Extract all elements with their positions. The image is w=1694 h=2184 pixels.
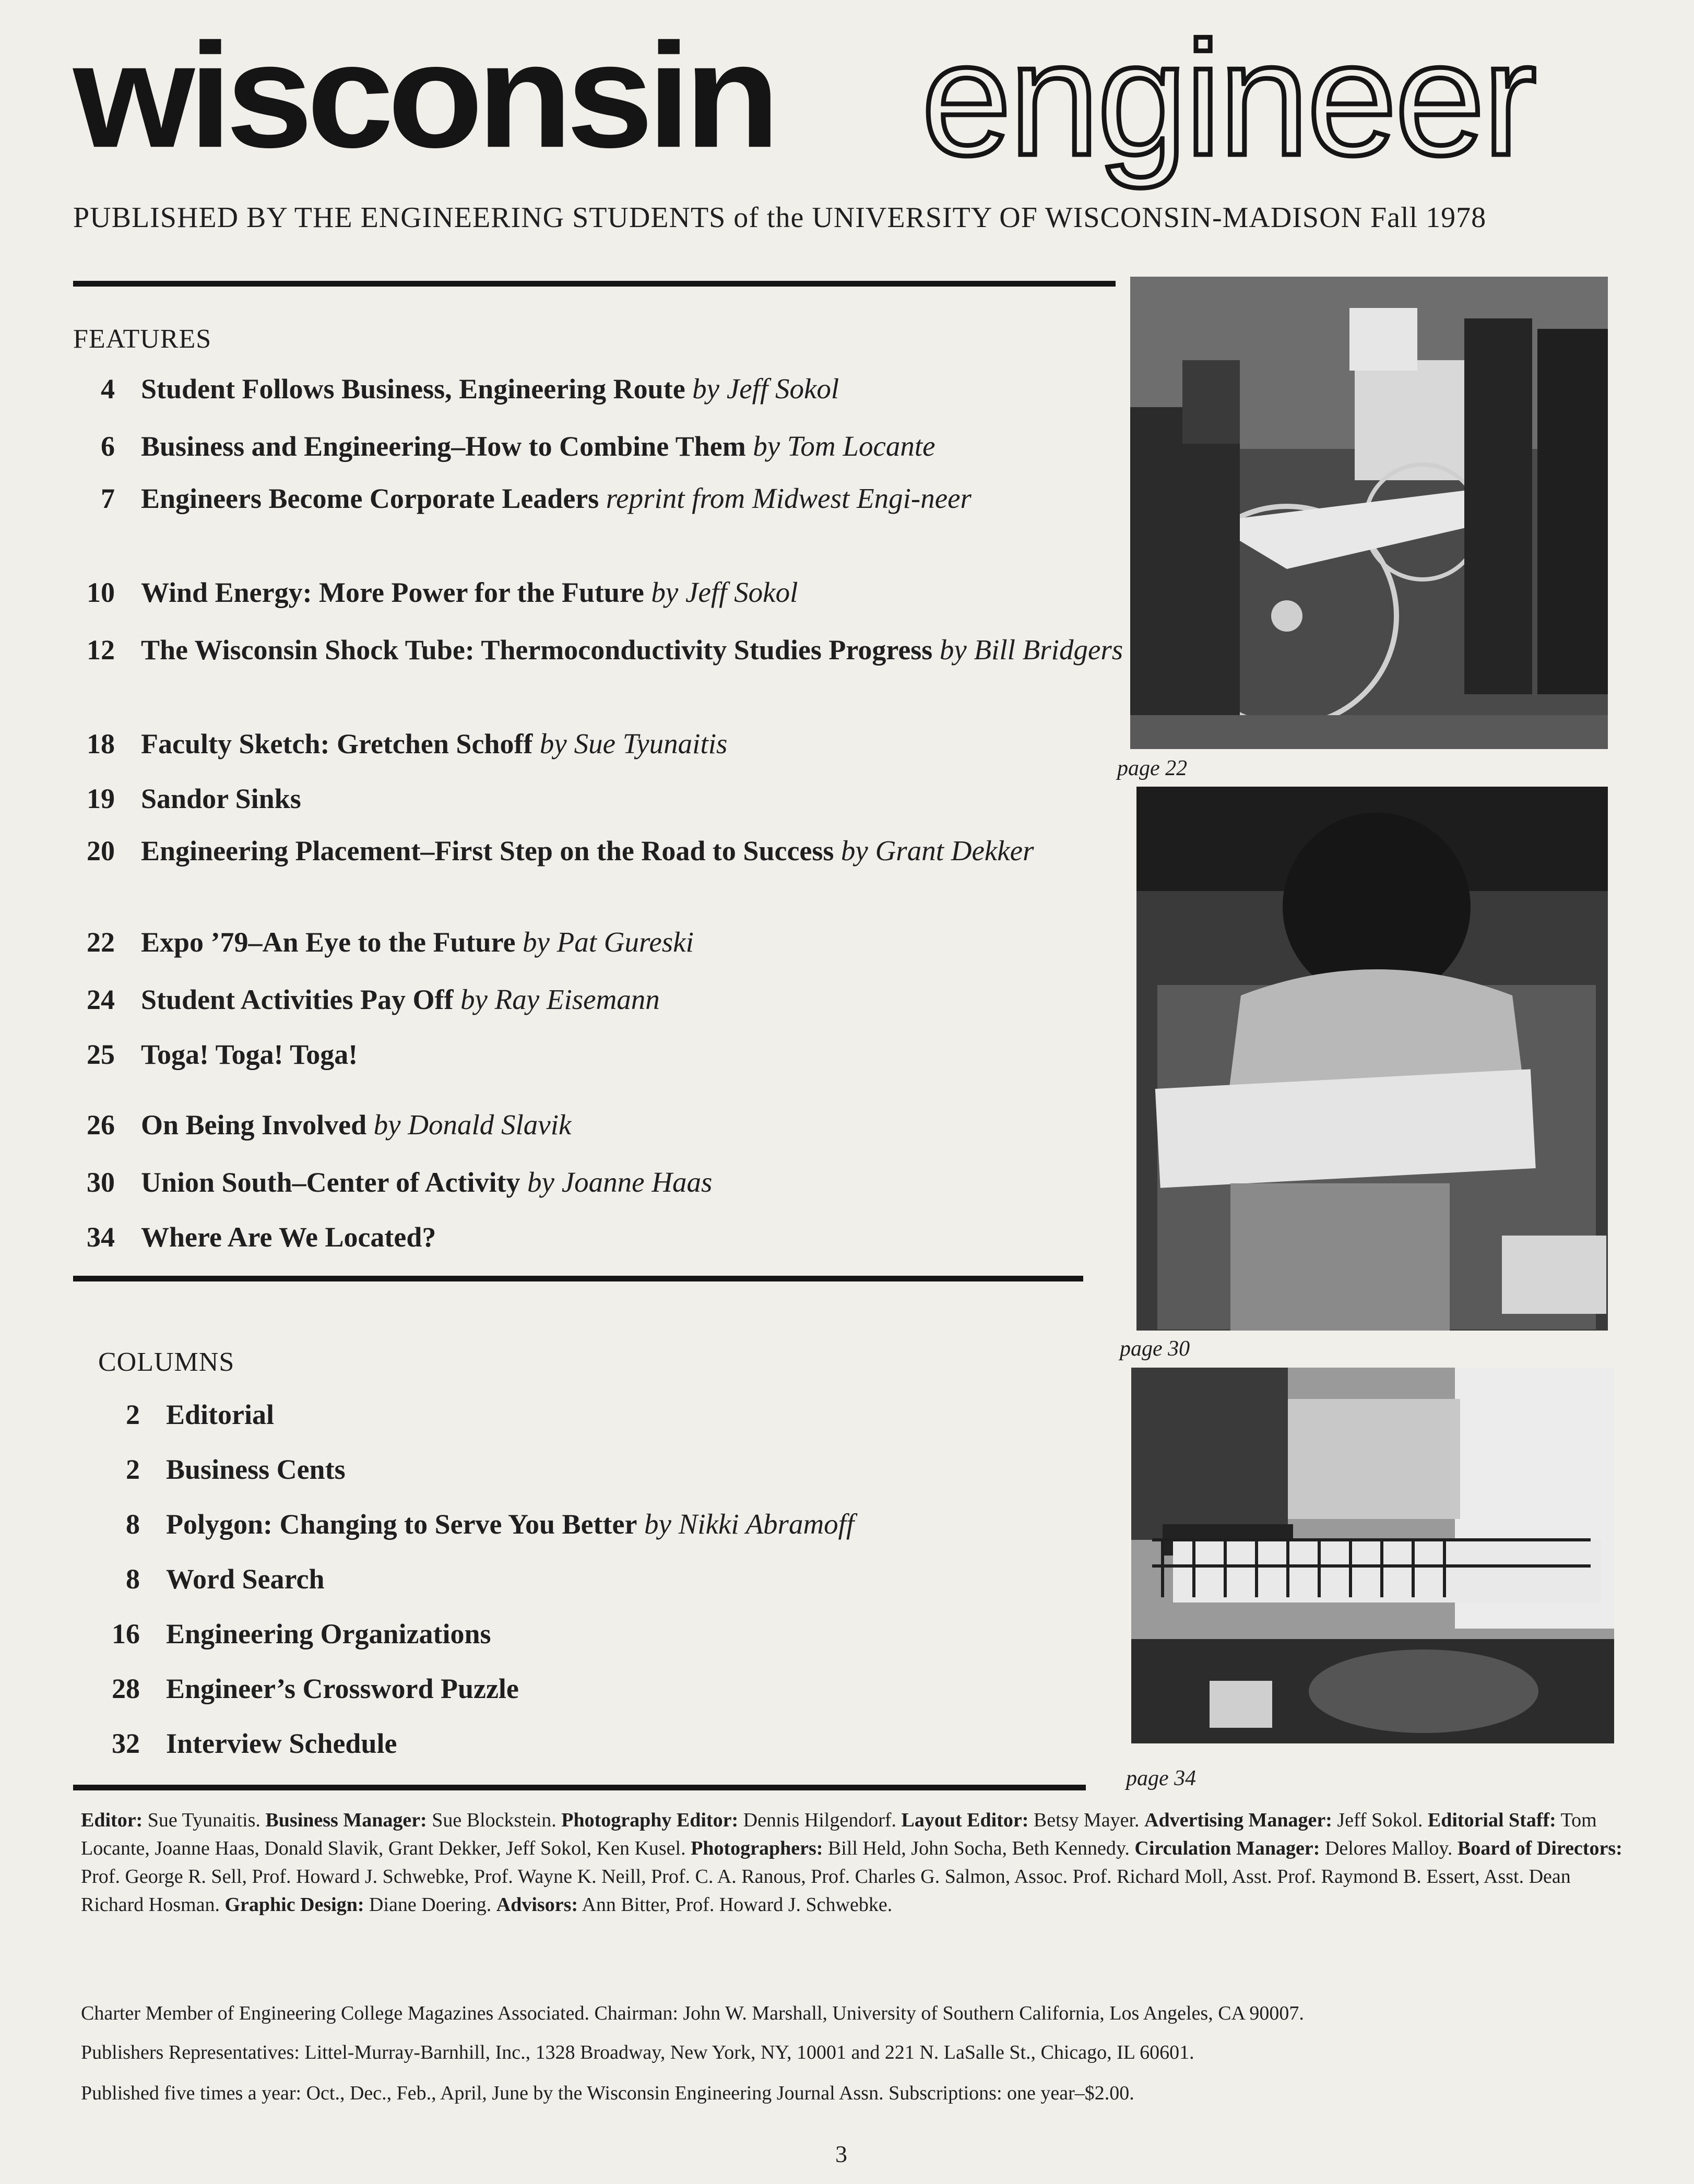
publishers-representatives: Publishers Representatives: Littel-Murray-Barnhill, Inc., 1328 Broadway, New York, NY, 10001 and 221 N. LaSalle St., Chicago, IL 60601. — [81, 2041, 1194, 2063]
toc-page-number: 12 — [87, 634, 115, 666]
toc-page-number: 25 — [87, 1039, 115, 1070]
staff-names: Betsy Mayer. — [1028, 1809, 1145, 1831]
staff-names: Bill Held, John Socha, Beth Kennedy. — [823, 1837, 1135, 1859]
photo-expo-bicycle — [1130, 277, 1608, 749]
toc-title: Interview Schedule — [166, 1728, 397, 1759]
toc-page-number: 19 — [87, 783, 115, 814]
toc-title: Editorial — [166, 1399, 275, 1430]
toc-author: by Bill Bridgers — [939, 634, 1123, 666]
toc-page-number: 7 — [101, 483, 115, 514]
photo-caption: page 34 — [1126, 1766, 1197, 1790]
toc-title: Engineer’s Crossword Puzzle — [166, 1673, 519, 1704]
divider-rule — [73, 1276, 1083, 1281]
divider-rule — [73, 281, 1116, 287]
staff-credits — [81, 1806, 1626, 1919]
photo-expo-illustration — [1130, 277, 1608, 749]
toc-author: by Pat Gureski — [523, 926, 694, 958]
staff-role: Circulation Manager: — [1134, 1837, 1320, 1859]
staff-role: Photography Editor: — [561, 1809, 739, 1831]
toc-page-number: 6 — [101, 431, 115, 462]
divider-rule — [73, 1785, 1086, 1790]
toc-title: Where Are We Located? — [141, 1221, 436, 1253]
staff-names: Dennis Hilgendorf. — [738, 1809, 902, 1831]
photo-caption: page 30 — [1120, 1337, 1190, 1361]
toc-page-number: 8 — [126, 1509, 140, 1540]
toc-page-number: 10 — [87, 577, 115, 608]
toc-page-number: 16 — [112, 1618, 140, 1649]
toc-title: Engineers Become Corporate Leaders — [141, 483, 599, 514]
columns-heading: COLUMNS — [98, 1347, 235, 1377]
staff-role: Graphic Design: — [224, 1894, 364, 1916]
staff-role: Advertising Manager: — [1144, 1809, 1332, 1831]
toc-page-number: 24 — [87, 984, 115, 1015]
toc-title: Toga! Toga! Toga! — [141, 1039, 358, 1070]
publication-frequency: Published five times a year: Oct., Dec., Feb., April, June by the Wisconsin Engineering Journal Assn. Subscriptions: one year–$2.00. — [81, 2082, 1134, 2104]
photo-reading-illustration — [1136, 787, 1608, 1331]
toc-page-number: 2 — [126, 1454, 140, 1485]
toc-author: by Joanne Haas — [527, 1166, 713, 1198]
publisher-line: PUBLISHED BY THE ENGINEERING STUDENTS of the UNIVERSITY OF WISCONSIN-MADISON Fall 1978 — [73, 201, 1487, 234]
toc-title: Student Activities Pay Off — [141, 984, 454, 1015]
toc-title: Wind Energy: More Power for the Future — [141, 577, 644, 608]
toc-page-number: 26 — [87, 1109, 115, 1141]
toc-title: Word Search — [166, 1563, 325, 1595]
charter-line: Charter Member of Engineering College Magazines Associated. Chairman: John W. Marshall, University of Southern California, Los Angeles, CA 90007. — [81, 2002, 1304, 2024]
staff-role: Layout Editor: — [901, 1809, 1029, 1831]
masthead-wisconsin: wisconsin — [73, 11, 774, 179]
toc-title: The Wisconsin Shock Tube: Thermoconductivity Studies Progress — [141, 634, 933, 666]
staff-names: Jeff Sokol. — [1332, 1809, 1428, 1831]
toc-author: by Jeff Sokol — [651, 576, 798, 608]
toc-page-number: 18 — [87, 728, 115, 759]
staff-names: Tom Locante, Joanne Haas, Donald Slavik, Grant Dekker, Jeff Sokol, Ken Kusel. — [81, 1809, 1597, 1859]
toc-title: Sandor Sinks — [141, 783, 301, 814]
toc-title: Faculty Sketch: Gretchen Schoff — [141, 728, 533, 759]
photo-caption: page 22 — [1117, 756, 1188, 780]
staff-names: Sue Tyunaitis. — [143, 1809, 266, 1831]
toc-title: Union South–Center of Activity — [141, 1167, 520, 1198]
staff-names: Ann Bitter, Prof. Howard J. Schwebke. — [578, 1894, 893, 1916]
page-number: 3 — [835, 2141, 847, 2167]
toc-title: Engineering Organizations — [166, 1618, 491, 1649]
toc-author: reprint from Midwest Engi-neer — [606, 482, 972, 514]
staff-role: Business Manager: — [265, 1809, 427, 1831]
toc-title: Business and Engineering–How to Combine Them — [141, 431, 746, 462]
photo-street-view — [1131, 1368, 1614, 1743]
toc-author: by Donald Slavik — [373, 1109, 572, 1141]
masthead-engineer: engineer — [921, 8, 1535, 189]
staff-names: Sue Blockstein. — [427, 1809, 562, 1831]
toc-page-number: 22 — [87, 927, 115, 958]
staff-names: Prof. George R. Sell, Prof. Howard J. Schwebke, Prof. Wayne K. Neill, Prof. C. A. Ranous, Prof. Charles G. Salmon, Assoc. Prof. Richard Moll, Asst. Prof. Raymond B. Essert, Asst. Dean Richard Hosman. — [81, 1866, 1571, 1916]
staff-role: Editorial Staff: — [1427, 1809, 1556, 1831]
toc-author: by Tom Locante — [753, 430, 935, 462]
staff-role: Advisors: — [496, 1894, 578, 1916]
toc-page-number: 34 — [87, 1221, 115, 1253]
staff-names: Delores Malloy. — [1320, 1837, 1458, 1859]
toc-page-number: 8 — [126, 1563, 140, 1595]
toc-author: by Nikki Abramoff — [644, 1508, 855, 1540]
toc-page-number: 4 — [101, 373, 115, 405]
toc-author: by Sue Tyunaitis — [539, 728, 728, 759]
toc-page-number: 28 — [112, 1673, 140, 1704]
toc-title: On Being Involved — [141, 1109, 367, 1141]
staff-role: Editor: — [81, 1809, 143, 1831]
staff-role: Board of Directors: — [1457, 1837, 1622, 1859]
toc-title: Student Follows Business, Engineering Route — [141, 373, 685, 405]
toc-title: Engineering Placement–First Step on the Road to Success — [141, 835, 834, 867]
toc-page-number: 2 — [126, 1399, 140, 1430]
toc-page-number: 32 — [112, 1728, 140, 1759]
staff-names: Diane Doering. — [364, 1894, 496, 1916]
toc-page-number: 30 — [87, 1167, 115, 1198]
toc-title: Polygon: Changing to Serve You Better — [166, 1509, 637, 1540]
photo-street-illustration — [1131, 1368, 1614, 1743]
photo-student-reading — [1136, 787, 1608, 1331]
toc-author: by Ray Eisemann — [460, 983, 660, 1015]
features-heading: FEATURES — [73, 324, 212, 354]
toc-title: Expo ’79–An Eye to the Future — [141, 927, 516, 958]
toc-author: by Grant Dekker — [840, 835, 1034, 867]
toc-page-number: 20 — [87, 835, 115, 867]
toc-title: Business Cents — [166, 1454, 346, 1485]
toc-author: by Jeff Sokol — [692, 373, 839, 405]
staff-role: Photographers: — [691, 1837, 823, 1859]
